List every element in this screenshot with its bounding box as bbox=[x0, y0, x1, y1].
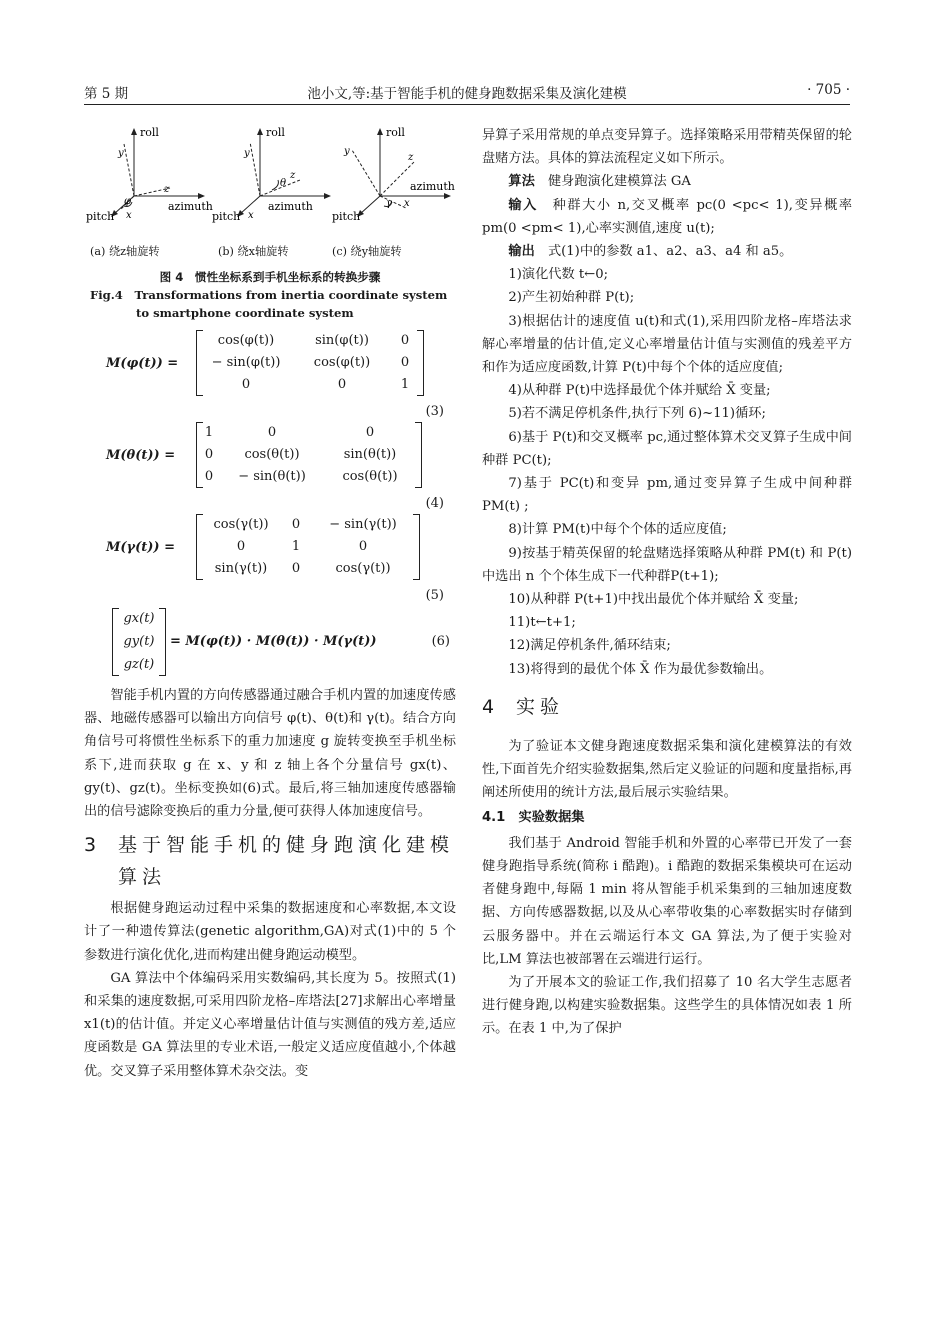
y-axis-label: y bbox=[344, 146, 350, 157]
eq6-vector: gx(t) gy(t) gz(t) bbox=[112, 608, 166, 676]
eq3-number: (3) bbox=[425, 404, 444, 419]
subcaption-c: (c) 绕y轴旋转 bbox=[332, 245, 402, 258]
y-axis-label: y bbox=[118, 148, 124, 159]
eq3-cell: cos(φ(t)) bbox=[313, 355, 371, 370]
eq3-cell: sin(φ(t)) bbox=[315, 333, 369, 348]
phi-label: φ bbox=[124, 196, 132, 207]
x-axis-label: x bbox=[404, 198, 410, 209]
algorithm-step: 11)t←t+1; bbox=[508, 615, 576, 631]
eq3-matrix bbox=[196, 330, 424, 396]
eq4-matrix: 1 0 0 0 cos(θ(t)) sin(θ(t)) 0 − sin(θ(t)) cos(θ(t)) bbox=[196, 422, 422, 488]
z-axis-label: z bbox=[290, 170, 296, 181]
eq3-lhs: M(φ(t)) = bbox=[106, 356, 179, 371]
figure-panel-b bbox=[210, 124, 330, 258]
eq4-lhs: M(θ(t)) = bbox=[106, 448, 176, 463]
roll-label: roll bbox=[266, 126, 285, 139]
azimuth-label: azimuth bbox=[168, 200, 213, 213]
algorithm-steps bbox=[482, 263, 852, 681]
figure-panel-a bbox=[84, 124, 213, 258]
paragraph: 我们基于 Android 智能手机和外置的心率带已开发了一套健身跑指导系统(简称 i 酷跑)。i 酷跑的数据采集模块可在运动者健身跑中,每隔 1 min 将从智能手机采集到的三轴加速度数据、方向传感器数据,以及从心率带收集的心率数据实时存储到云服务器中。并在云端运行本文 GA 算法,为了便于实验对比,LM 算法也被部署在云端进行运行。 bbox=[482, 835, 852, 967]
left-column bbox=[84, 124, 456, 1083]
page-number: · 705 · bbox=[807, 82, 850, 98]
pitch-label: pitch bbox=[332, 210, 361, 223]
right-column bbox=[482, 124, 852, 1041]
paragraph: 为了验证本文健身跑速度数据采集和演化建模算法的有效性,下面首先介绍实验数据集,然后定义验证的问题和度量指标,再阐述所使用的统计方法,最后展示实验结果。 bbox=[482, 738, 852, 801]
issue-number: 第 5 期 bbox=[84, 86, 129, 102]
eq5-matrix: cos(γ(t)) 0 − sin(γ(t)) 0 1 0 sin(γ(t)) 0 cos(γ(t)) bbox=[196, 514, 420, 580]
eq3-cell: 0 bbox=[241, 377, 251, 392]
azimuth-label: azimuth bbox=[268, 200, 313, 213]
eq4-number: (4) bbox=[425, 496, 444, 511]
gamma-label: γ bbox=[386, 198, 392, 209]
paragraph: 智能手机内置的方向传感器通过融合手机内置的加速度传感器、地磁传感器可以输出方向信号 φ(t)、θ(t)和 γ(t)。结合方向角信号可将惯性坐标系下的重力加速度 g 旋转变换至手机坐标系下,进而获取 g 在 x、y 和 z 轴上各个分量信号 gx(t)、gy(t)、gz(t)。坐标变换如(6)式。最后,将三轴加速度传感器输出的信号滤除变换后的重力分量,便可获得人体加速度信号。 bbox=[84, 688, 456, 820]
section-3-heading: 3 基于智能手机的健身跑演化建模 算法 bbox=[84, 834, 455, 889]
rotation-x-diagram bbox=[210, 124, 330, 223]
paragraph: 异算子采用常规的单点变异算子。选择策略采用带精英保留的轮盘赌方法。具体的算法流程定义如下所示。 bbox=[482, 128, 852, 167]
paragraph: 根据健身跑运动过程中采集的数据速度和心率数据,本文设计了一种遗传算法(genetic algorithm,GA)对式(1)中的 5 个参数进行演化优化,进而构建出健身跑运动模型。 bbox=[84, 901, 456, 963]
rotation-y-diagram bbox=[330, 124, 455, 223]
equation-6 bbox=[84, 606, 456, 680]
eq3-cell: 0 bbox=[400, 333, 410, 348]
figure-4 bbox=[84, 124, 456, 262]
x-axis-label: x bbox=[248, 210, 254, 221]
algorithm-step: 2)产生初始种群 P(t); bbox=[508, 290, 635, 306]
algorithm-step: 12)满足停机条件,循环结束; bbox=[508, 638, 671, 654]
eq3-cell: 1 bbox=[400, 377, 410, 392]
algorithm-output: 输出 式(1)中的参数 a1、a2、a3、a4 和 a5。 bbox=[508, 244, 793, 260]
y-axis-label: y bbox=[244, 148, 250, 159]
equation-4 bbox=[84, 420, 456, 511]
eq3-cell: 0 bbox=[337, 377, 347, 392]
equation-3 bbox=[84, 328, 456, 419]
equation-5 bbox=[84, 512, 456, 603]
figure-caption-en-line2: to smartphone coordinate system bbox=[136, 306, 354, 320]
z-axis-label: z bbox=[408, 152, 414, 163]
algorithm-step: 10)从种群 P(t+1)中找出最优个体并赋给 X̄ 变量; bbox=[508, 592, 799, 608]
eq3-cell: − sin(φ(t)) bbox=[211, 355, 281, 370]
subcaption-a: (a) 绕z轴旋转 bbox=[90, 245, 160, 258]
eq5-number: (5) bbox=[425, 588, 444, 603]
running-title: 池小文,等:基于智能手机的健身跑数据采集及演化建模 bbox=[307, 86, 627, 102]
pitch-label: pitch bbox=[86, 210, 115, 223]
x-axis-label: x bbox=[126, 210, 132, 221]
azimuth-label: azimuth bbox=[410, 180, 455, 193]
eq3-cell: 0 bbox=[400, 355, 410, 370]
algorithm-step: 4)从种群 P(t)中选择最优个体并赋给 X̄ 变量; bbox=[508, 383, 771, 399]
theta-label: θ bbox=[280, 178, 287, 189]
eq6-number: (6) bbox=[431, 634, 450, 649]
eq6-rhs: = M(φ(t)) · M(θ(t)) · M(γ(t)) bbox=[170, 634, 377, 649]
subsection-4-1-heading: 4.1 实验数据集 bbox=[482, 810, 585, 826]
z-axis-label: z bbox=[164, 184, 170, 195]
algorithm-step: 9)按基于精英保留的轮盘赌选择策略从种群 PM(t) 和 P(t) 中选出 n 个个体生成下一代种群P(t+1); bbox=[482, 545, 852, 584]
algorithm-step: 13)将得到的最优个体 X̄ 作为最优参数输出。 bbox=[508, 661, 773, 677]
paragraph: GA 算法中个体编码采用实数编码,其长度为 5。按照式(1)和采集的速度数据,可采用四阶龙格–库塔法[27]求解出心率增量 x1(t)的估计值。并定义心率增量估计值与实测值的残方差,适应度函数是 GA 算法里的专业术语,一般定义适应度值越小,个体越优。交叉算子采用整体算术杂交法。变 bbox=[84, 970, 456, 1079]
algorithm-step: 1)演化代数 t←0; bbox=[508, 267, 609, 283]
running-header bbox=[84, 82, 850, 105]
roll-label: roll bbox=[140, 126, 159, 139]
algorithm-step: 3)根据估计的速度值 u(t)和式(1),采用四阶龙格–库塔法求解心率增量的估计值,定义心率增量估计值与实测值的残差平方和作为适应度函数,计算 P(t)中每个个体的适应度值; bbox=[482, 313, 852, 376]
figure-caption-en-line1: Fig.4 Transformations from inertia coordinate system bbox=[90, 288, 448, 302]
eq3-cell: cos(φ(t)) bbox=[217, 333, 275, 348]
algorithm-step: 7)基于 PC(t)和变异 pm,通过变异算子生成中间种群 PM(t) ; bbox=[482, 476, 852, 515]
paragraph: 为了开展本文的验证工作,我们招募了 10 名大学生志愿者进行健身跑,以构建实验数据集。这些学生的具体情况如表 1 所示。在表 1 中,为了保护 bbox=[482, 974, 852, 1037]
figure-caption-en bbox=[84, 286, 456, 322]
algorithm-input: 输入 种群大小 n,交叉概率 pc(0 <pc< 1),变异概率 pm(0 <pm< 1),心率实测值,速度 u(t); bbox=[482, 197, 853, 236]
algorithm-step: 5)若不满足停机条件,执行下列 6)~11)循环; bbox=[508, 406, 766, 422]
figure-caption-cn: 图 4 惯性坐标系到手机坐标系的转换步骤 bbox=[159, 270, 381, 284]
algorithm-step: 6)基于 P(t)和交叉概率 pc,通过整体算术交叉算子生成中间种群 PC(t); bbox=[482, 429, 852, 468]
rotation-z-diagram bbox=[84, 124, 213, 223]
algorithm-step: 8)计算 PM(t)中每个个体的适应度值; bbox=[508, 522, 727, 538]
algorithm-title: 算法 健身跑演化建模算法 GA bbox=[508, 174, 691, 190]
pitch-label: pitch bbox=[212, 210, 241, 223]
subcaption-b: (b) 绕x轴旋转 bbox=[218, 245, 289, 258]
figure-panel-c bbox=[330, 124, 455, 258]
section-4-heading: 4 实验 bbox=[482, 695, 565, 718]
roll-label: roll bbox=[386, 126, 405, 139]
eq5-lhs: M(γ(t)) = bbox=[106, 540, 175, 555]
